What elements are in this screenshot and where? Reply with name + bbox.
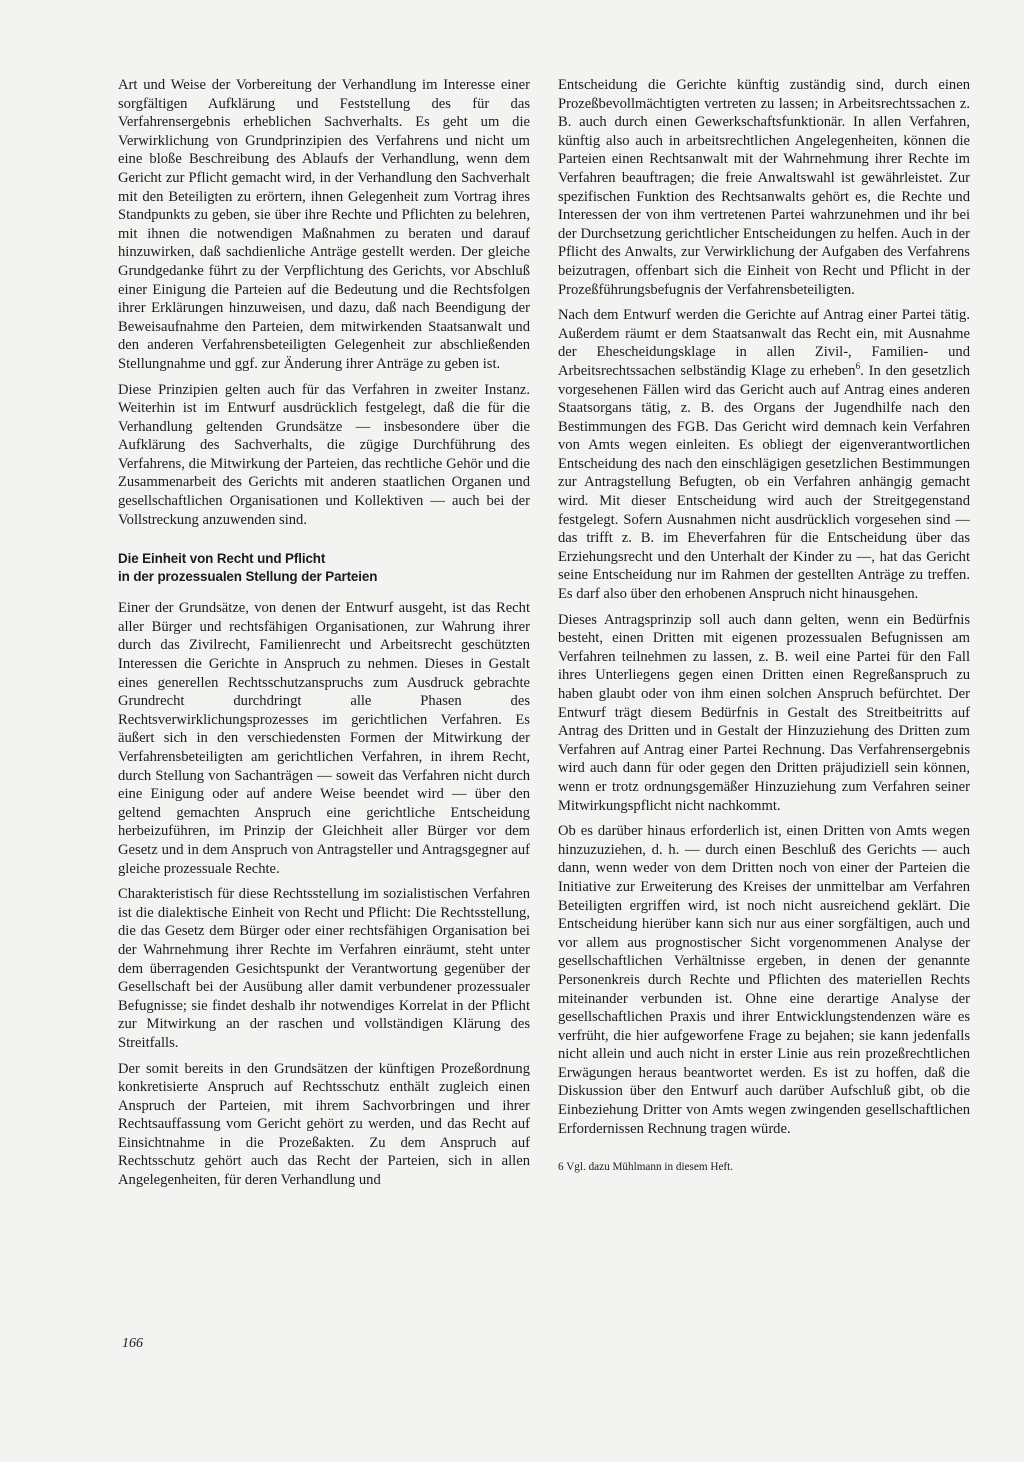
right-column [558,76,970,1175]
paragraph: Entscheidung die Gerichte künftig zuständig sind, durch einen Prozeßbevollmächtigten vertreten zu lassen; in Arbeitsrechtssachen z. B. auch durch einen Gewerkschaftsfunktionär. In allen Verfahren, künftig also auch in arbeitsrechtlichen Angelegenheiten, können die Parteien einen Rechtsanwalt mit der Wahrnehmung ihrer Rechte im Verfahren beauftragen; die freie Anwaltswahl ist gewährleistet. Zur spezifischen Funktion des Rechtsanwalts gehört es, die Rechte und Interessen der von ihm vertretenen Partei wahrzunehmen und ihr bei der Durchsetzung gerichtlicher Entscheidungen zu helfen. Auch in der Pflicht des Anwalts, zur Verwirklichung der Aufgaben des Verfahrens beizutragen, offenbart sich die Einheit von Recht und Pflicht in der Prozeßführungsbefugnis der Verfahrensbeteiligten. [558,77,970,298]
page-number: 166 [122,1336,143,1351]
paragraph: Art und Weise der Vorbereitung der Verhandlung im Interesse einer sorgfältigen Aufklärung und Feststellung des für das Verfahrensergebnis erheblichen Sachverhalts. Es geht um die Verwirklichung von Grundprinzipien des Verfahrens und nicht um eine bloße Beschreibung des Ablaufs der Verhandlung, wenn dem Gericht zur Pflicht gemacht wird, in der Verhandlung den Sachverhalt mit den Beteiligten zu erörtern, ihnen Gelegenheit zum Vortrag ihres Standpunkts zu geben, sie über ihre Rechte und Pflichten zu belehren, mit ihnen die notwendigen Maßnahmen zu beraten und darauf hinzuwirken, daß sachdienliche Anträge gestellt werden. Der gleiche Grundgedanke führt zu der Verpflichtung des Gerichts, vor Abschluß einer Einigung die Parteien auf die Bedeutung und die Rechtsfolgen ihrer Erklärungen hinzuweisen, und dazu, daß nach Beendigung der Beweisaufnahme den Parteien, dem mitwirkenden Staatsanwalt und den anderen Verfahrensbeteiligten Gelegenheit zur abschließenden Stellungnahme und ggf. zur Änderung ihrer Anträge zu geben ist. [118,77,530,372]
footnote: 6 Vgl. dazu Mühlmann in diesem Heft. [558,1161,734,1174]
paragraph [558,306,970,604]
paragraph: Einer der Grundsätze, von denen der Entwurf ausgeht, ist das Recht aller Bürger und rechtsfähigen Organisationen, zur Wahrung ihrer durch das Zivilrecht, Familienrecht und Arbeitsrecht geschützten Interessen die Gerichte in Anspruch zu nehmen. Dieses in Gestalt eines generellen Rechtsschutzanspruchs zum Ausdruck gebrachte Grundrecht durchdringt alle Phasen des Rechtsverwirklichungsprozesses im gerichtlichen Verfahren. Es äußert sich in den verschiedensten Formen der Mitwirkung der Verfahrensbeteiligten am gerichtlichen Verfahren, in ihrem Recht, durch Stellung von Sachanträgen — soweit das Verfahren nicht durch eine Einigung oder auf andere Weise beendet wird — über den geltend gemachten Anspruch eine gerichtliche Entscheidung herbeizuführen, im Prinzip der Gleichheit aller Bürger vor dem Gesetz und in dem Anspruch von Antragsteller und Antragsgegner auf gleiche prozessuale Rechte. [118,600,530,877]
paragraph: Ob es darüber hinaus erforderlich ist, einen Dritten von Amts wegen hinzuzuziehen, d. h. — durch einen Beschluß des Gerichts — auch dann, wenn weder von dem Dritten noch von einer der Parteien die Initiative zur Erweiterung des Kreises der unmittelbar am Verfahren Beteiligten ergriffen wird, ist noch nicht ausreichend geklärt. Die Entscheidung hierüber kann sich nur aus einer sorgfältigen, auch und vor allem aus prognostischer Sicht vorgenommenen Analyse der gesellschaftlichen Verhältnisse ergeben, in denen der genannte Personenkreis durch Rechte und Pflichten des materiellen Rechts miteinander verbunden ist. Ohne eine derartige Analyse der gesellschaftlichen Praxis und ihrer Entwicklungstendenzen wäre es verfrüht, die hier aufgeworfene Frage zu bejahen; sie kann jedenfalls nicht allein und auch nicht in erster Linie aus rein prozeßrechtlichen Erwägungen heraus beantwortet werden. Es ist zu hoffen, daß die Diskussion über den Entwurf auch darüber Aufschluß gibt, ob die Einbeziehung Dritter von Amts wegen zwingenden gesellschaftlichen Erfordernissen Rechnung tragen würde. [558,823,970,1137]
section-heading-line: in der prozessualen Stellung der Parteien [118,569,378,585]
paragraph: Der somit bereits in den Grundsätzen der künftigen Prozeßordnung konkretisierte Anspruch auf Rechtsschutz enthält zugleich einen Anspruch der Parteien, mit ihrem Sachvorbringen und ihrer Rechtsauffassung vom Gericht gehört zu werden, und das Recht auf Einsichtnahme in die Prozeßakten. Zu dem Anspruch auf Rechtsschutz gehört auch das Recht der Parteien, sich in allen Angelegenheiten, für deren Verhandlung und [118,1060,530,1189]
paragraph-text: Nach dem Entwurf werden die Gerichte auf Antrag einer Partei tätig. Außerdem räumt er dem Staatsanwalt das Recht ein, mit Ausnahme der Ehescheidungsklage in allen Zivil-, Familien- und Arbeitsrechtssachen selbständig Klage zu erheben [558,307,970,379]
paragraph-text: . In den gesetzlich vorgesehenen Fällen wird das Gericht auch auf Antrag eines anderen Staatsorgans tätig, z. B. des Organs der Jugendhilfe nach den Bestimmungen des FGB. Das Gericht wird demnach kein Verfahren von Amts wegen einleiten. Es obliegt der eigenverantwortlichen Entscheidung des nach den einschlägigen gesetzlichen Bestimmungen zur Antragstellung Befugten, ob ein Verfahren anhängig gemacht wird. Mit dieser Entscheidung wird auch der Streitgegenstand festgelegt. Sofern Ausnahmen nicht ausdrücklich vorgesehen sind — das trifft z. B. im Eheverfahren für die Entscheidung über das Erziehungsrecht und den Unterhalt der Kinder zu —, hat das Gericht seine Entscheidung nur im Rahmen der gestellten Anträge zu treffen. Es darf also über den erhobenen Anspruch nicht hinausgehen. [558,362,970,603]
paragraph: Charakteristisch für diese Rechtsstellung im sozialistischen Verfahren ist die dialektische Einheit von Recht und Pflicht: Die Rechtsstellung, die das Gesetz dem Bürger oder einer rechtsfähigen Organisation bei der Wahrnehmung ihrer Rechte im Verfahren einräumt, steht unter dem überragenden Gesichtspunkt der Verantwortung gegenüber der Gesellschaft bei der Ausübung aller damit verbundener prozessualer Befugnisse; sie findet deshalb ihr notwendiges Korrelat in der Pflicht zur Mitwirkung an der raschen und vollständigen Klärung des Streitfalls. [118,886,530,1051]
left-column [118,76,530,1197]
paragraph: Dieses Antragsprinzip soll auch dann gelten, wenn ein Bedürfnis besteht, einen Dritten mit eigenen prozessualen Befugnissen am Verfahren teilnehmen zu lassen, z. B. weil eine Partei für den Fall ihres Unterliegens gegen einen Dritten einen Regreßanspruch zu haben glaubt oder von ihm einen solchen Anspruch befürchtet. Der Entwurf trägt diesem Bedürfnis in Gestalt des Streitbeitritts auf Antrag des Dritten und in Gestalt der Hinzuziehung des Dritten zum Verfahren auf Antrag einer Partei Rechnung. Das Verfahrensergebnis wird auch dann für oder gegen den Dritten präjudiziell sein können, wenn er trotz ordnungsgemäßer Hinzuziehung zum Verfahren seiner Mitwirkungspflicht nicht nachkommt. [558,611,970,814]
footnote-reference: 6 [855,361,861,372]
paragraph: Diese Prinzipien gelten auch für das Verfahren in zweiter Instanz. Weiterhin ist im Entwurf ausdrücklich festgelegt, daß die für die Verhandlung geltenden Grundsätze — insbesondere über die Aufklärung des Sachverhalts, die zügige Durchführung des Verfahrens, die Mitwirkung der Parteien, das rechtliche Gehör und die Zusammenarbeit des Gerichts mit anderen staatlichen Organen und gesellschaftlichen Organisationen und Kollektiven — auch bei der Vollstreckung anzuwenden sind. [118,381,530,528]
section-heading-line: Die Einheit von Recht und Pflicht [118,551,326,567]
section-heading [118,550,530,586]
